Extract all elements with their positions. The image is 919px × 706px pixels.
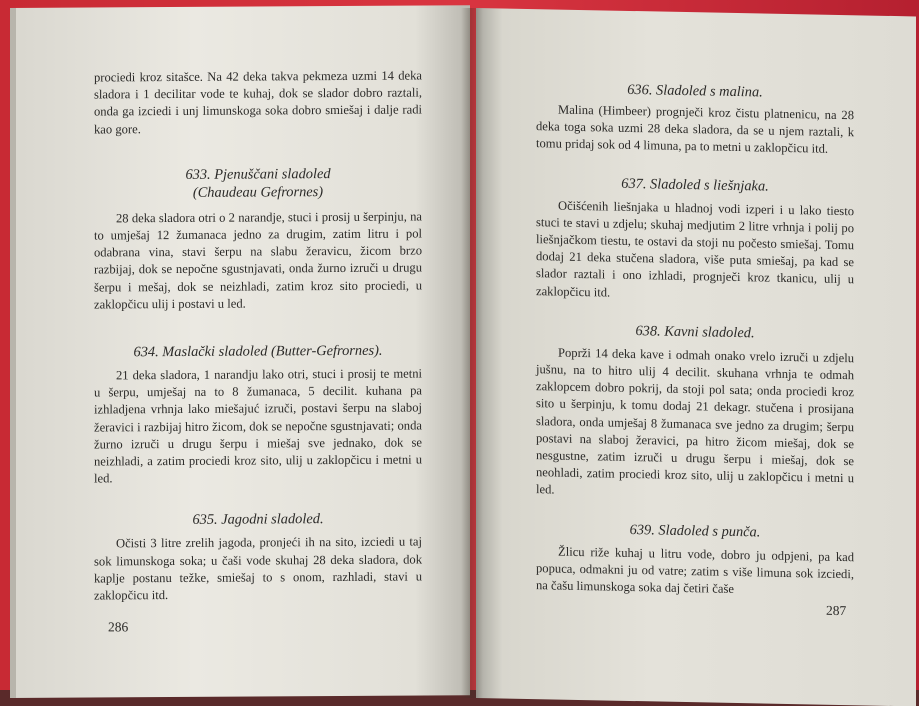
recipe-638-title: 638. Kavni sladoled. <box>635 322 755 342</box>
page-edge <box>10 8 16 698</box>
recipe-639-text: Žlicu riže kuhaj u litru vode, dobro ju odpjeni, pa kad popuca, odmakni ju od vatre; zatim s više limuna sok izciedi, na čašu limunskoga soka daj četiri čaše <box>536 544 854 597</box>
right-page-text <box>536 79 854 600</box>
recipe-635-text: Očisti 3 litre zrelih jagoda, pronjeći ih na sito, izciedi u taj sok limunskoga soka; u čaši vode skuhaj 28 deka sladora, dok kaplje postanu težke, smiešaj to s onom, razhladi, stavi u zaklopčicu itd. <box>94 534 422 603</box>
recipe-639-title: 639. Sladoled s punča. <box>629 521 761 541</box>
left-page-text <box>94 67 422 604</box>
recipe-637-text: Očišćenih liešnjaka u hladnoj vodi izperi i u lako tiesto stuci te stavi u zdjelu; skuhaj medjutim 2 litre vrhnja i polij po liešnjačkom tiestu, te ostavi da stoji nu počesto smiešaj. Tomu dodaj 21 deka stučena sladora, više puta smiešaj, pa kad se slador raztali i ono izhladi, prognječi kroz tkanicu, ulij u zaklopčicu itd. <box>536 198 854 300</box>
recipe-635-title: 635. Jagodni sladoled. <box>192 511 324 529</box>
recipe-636-title: 636. Sladoled s malina. <box>627 81 763 101</box>
recipe-638-text: Poprži 14 deka kave i odmah onako vrelo izruči u zdjelu jušnu, na to hitro ulij 4 decilit. skuhana vrhnja te odmah zaklopcem dobro pokrij, da stoji pol sata; onda prociedi kroz sito u šerpinju, k tomu dodaj 21 dekagr. stučena i prosijana sladora, onda umješaj 8 žumanaca sve jedno za drugim; šerpu postavi na slaboj žeravici, pa hitro žicom miešaj, dok se nesgustne, zatim izruči u drugu šerpu i miešaj, dok se neohladi, zatim prociedi kroz sito, ulij u zaklopčicu i metni u led. <box>536 345 854 497</box>
right-page <box>476 8 916 706</box>
recipe-633-subtitle: (Chaudeau Gefrornes) <box>192 183 324 201</box>
recipe-636-text: Malina (Himbeer) prognječi kroz čistu platnenicu, na 28 deka toga soka uzmi 28 deka sladora, da se u njem raztali, k tomu pridaj sok od 4 limuna, pa to metni u zaklopčicu itd. <box>536 102 854 157</box>
page-number-left: 286 <box>108 619 129 635</box>
recipe-633-title: 633. Pjenuščani sladoled <box>185 165 331 183</box>
recipe-637-title: 637. Sladoled s liešnjaka. <box>621 175 769 195</box>
recipe-634-text: 21 deka sladora, 1 narandju lako otri, stuci i prosij te metni u šerpu, umješaj na to 8 žumanaca, 5 decilit. kuhana pa izhladjena vrhnja lako miešajuć izruči, postavi šerpu na slaboj žeravici i razbijaj hitro žicom, dok se nepočne sgustnjavati; onda žurno izruči u drugu šerpu i miešaj sve jednako, dok se neizhladi, a zatim prociedi kroz sito, ulij u zaklopčicu i metni u led. <box>94 366 422 486</box>
recipe-634-title: 634. Maslački sladoled (Butter-Gefrornes). <box>133 342 383 361</box>
recipe-633-text: 28 deka sladora otri o 2 narandje, stuci i prosij u šerpinju, na to umješaj 12 žumanaca jedno za drugim, zatim litru i pol odabrana vina, stavi šerpu na slabu žeravicu, žicom brzo razbijaj, dok se nepočne sgustnjavati, onda žurno izruči u drugu šerpu i mešaj, dok se neizhladi, zatim kroz sito prociedi, u zaklopčicu ulij i postavi u led. <box>94 209 422 312</box>
open-book <box>6 8 919 690</box>
left-page <box>10 5 470 698</box>
page-number-right: 287 <box>826 602 847 619</box>
intro-paragraph: prociedi kroz sitašce. Na 42 deka takva pekmeza uzmi 14 deka sladora i 1 decilitar vode te kuhaj, dok se slador dobro raztali, onda ga izciedi i unj limunskoga soka dobro smiešaj i dalje radi kao gore. <box>94 68 422 137</box>
book-gutter <box>461 8 483 698</box>
